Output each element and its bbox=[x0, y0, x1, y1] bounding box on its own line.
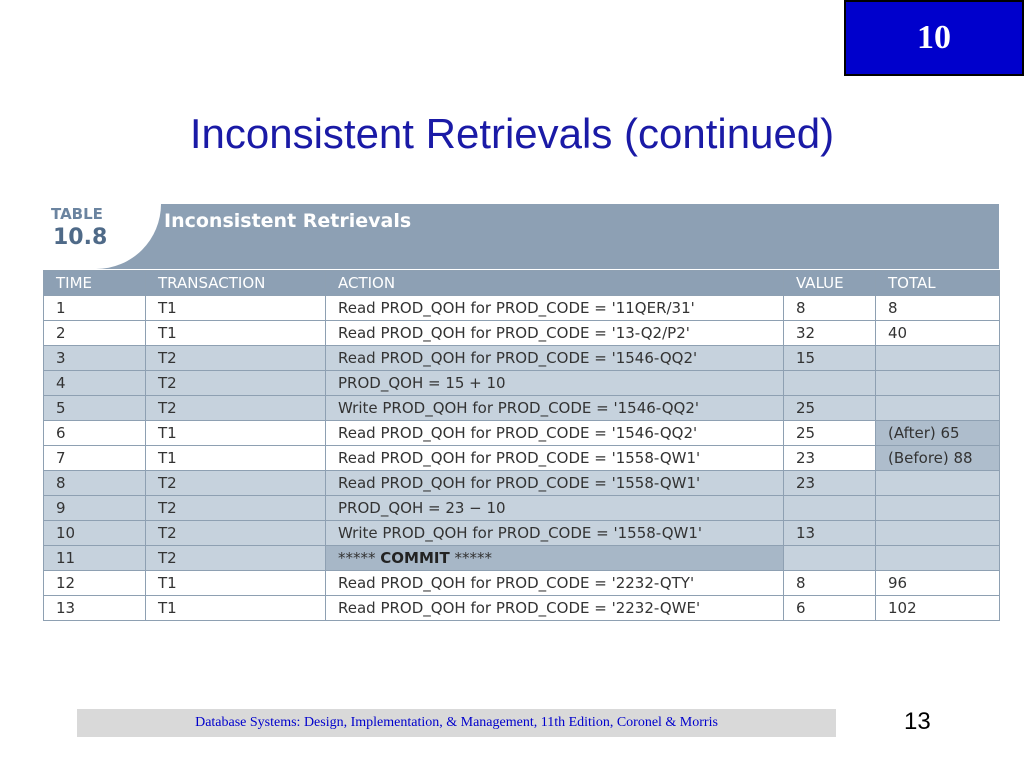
transaction-cell: T2 bbox=[146, 396, 326, 421]
slide-title: Inconsistent Retrievals (continued) bbox=[189, 110, 835, 157]
transaction-cell: T2 bbox=[146, 546, 326, 571]
action-cell: Read PROD_QOH for PROD_CODE = '2232-QTY' bbox=[326, 571, 784, 596]
column-header-time: TIME bbox=[44, 271, 146, 296]
transaction-cell: T2 bbox=[146, 371, 326, 396]
total-cell-highlighted: (Before) 88 bbox=[876, 446, 1000, 471]
time-cell: 3 bbox=[44, 346, 146, 371]
action-cell: PROD_QOH = 23 − 10 bbox=[326, 496, 784, 521]
total-cell: 40 bbox=[876, 321, 1000, 346]
time-cell: 13 bbox=[44, 596, 146, 621]
value-cell: 32 bbox=[784, 321, 876, 346]
table-row-commit bbox=[44, 546, 1000, 571]
table-figure bbox=[43, 204, 999, 624]
page-number: 13 bbox=[904, 708, 931, 735]
commit-prefix: ***** bbox=[338, 549, 376, 567]
action-cell-commit bbox=[326, 546, 784, 571]
time-cell: 6 bbox=[44, 421, 146, 446]
table-row bbox=[44, 571, 1000, 596]
column-header-transaction: TRANSACTION bbox=[146, 271, 326, 296]
table-row bbox=[44, 496, 1000, 521]
time-cell: 4 bbox=[44, 371, 146, 396]
time-cell: 10 bbox=[44, 521, 146, 546]
action-cell: Read PROD_QOH for PROD_CODE = '1558-QW1' bbox=[326, 471, 784, 496]
value-cell: 15 bbox=[784, 346, 876, 371]
table-row bbox=[44, 396, 1000, 421]
action-cell: Read PROD_QOH for PROD_CODE = '1558-QW1' bbox=[326, 446, 784, 471]
action-cell: Write PROD_QOH for PROD_CODE = '1558-QW1' bbox=[326, 521, 784, 546]
transaction-cell: T1 bbox=[146, 296, 326, 321]
value-cell bbox=[784, 371, 876, 396]
action-cell: Read PROD_QOH for PROD_CODE = '1546-QQ2' bbox=[326, 346, 784, 371]
commit-label: COMMIT bbox=[380, 549, 450, 567]
table-row bbox=[44, 596, 1000, 621]
time-cell: 11 bbox=[44, 546, 146, 571]
action-cell: Read PROD_QOH for PROD_CODE = '1546-QQ2' bbox=[326, 421, 784, 446]
total-cell bbox=[876, 371, 1000, 396]
commit-suffix: ***** bbox=[454, 549, 492, 567]
time-cell: 7 bbox=[44, 446, 146, 471]
action-cell: Read PROD_QOH for PROD_CODE = '11QER/31' bbox=[326, 296, 784, 321]
table-row bbox=[44, 296, 1000, 321]
transaction-cell: T1 bbox=[146, 321, 326, 346]
action-cell: Read PROD_QOH for PROD_CODE = '13-Q2/P2' bbox=[326, 321, 784, 346]
value-cell bbox=[784, 496, 876, 521]
total-cell bbox=[876, 396, 1000, 421]
value-cell: 25 bbox=[784, 396, 876, 421]
total-cell bbox=[876, 471, 1000, 496]
action-cell: Read PROD_QOH for PROD_CODE = '2232-QWE' bbox=[326, 596, 784, 621]
column-header-action: ACTION bbox=[326, 271, 784, 296]
value-cell bbox=[784, 546, 876, 571]
total-cell bbox=[876, 346, 1000, 371]
column-header-value: VALUE bbox=[784, 271, 876, 296]
total-cell bbox=[876, 546, 1000, 571]
total-cell: 8 bbox=[876, 296, 1000, 321]
time-cell: 5 bbox=[44, 396, 146, 421]
inconsistent-retrievals-table bbox=[43, 270, 1000, 621]
value-cell: 8 bbox=[784, 296, 876, 321]
value-cell: 23 bbox=[784, 471, 876, 496]
table-row bbox=[44, 471, 1000, 496]
table-row bbox=[44, 321, 1000, 346]
time-cell: 2 bbox=[44, 321, 146, 346]
time-cell: 8 bbox=[44, 471, 146, 496]
table-row bbox=[44, 346, 1000, 371]
transaction-cell: T2 bbox=[146, 346, 326, 371]
value-cell: 8 bbox=[784, 571, 876, 596]
table-caption: Inconsistent Retrievals bbox=[164, 210, 412, 232]
transaction-cell: T1 bbox=[146, 421, 326, 446]
transaction-cell: T2 bbox=[146, 496, 326, 521]
footer-citation: Database Systems: Design, Implementation, & Management, 11th Edition, Coronel & Morris bbox=[77, 709, 836, 737]
value-cell: 6 bbox=[784, 596, 876, 621]
value-cell: 25 bbox=[784, 421, 876, 446]
table-tab-number: 10.8 bbox=[53, 225, 108, 250]
time-cell: 12 bbox=[44, 571, 146, 596]
total-cell bbox=[876, 496, 1000, 521]
table-row bbox=[44, 421, 1000, 446]
table-row bbox=[44, 371, 1000, 396]
transaction-cell: T1 bbox=[146, 446, 326, 471]
transaction-cell: T2 bbox=[146, 521, 326, 546]
action-cell: Write PROD_QOH for PROD_CODE = '1546-QQ2' bbox=[326, 396, 784, 421]
column-header-total: TOTAL bbox=[876, 271, 1000, 296]
total-cell-highlighted: (After) 65 bbox=[876, 421, 1000, 446]
total-cell bbox=[876, 521, 1000, 546]
table-row bbox=[44, 521, 1000, 546]
transaction-cell: T1 bbox=[146, 596, 326, 621]
table-header-row bbox=[44, 271, 1000, 296]
transaction-cell: T2 bbox=[146, 471, 326, 496]
value-cell: 23 bbox=[784, 446, 876, 471]
transaction-cell: T1 bbox=[146, 571, 326, 596]
table-row bbox=[44, 446, 1000, 471]
table-tab-label: TABLE bbox=[51, 205, 103, 223]
value-cell: 13 bbox=[784, 521, 876, 546]
action-cell: PROD_QOH = 15 + 10 bbox=[326, 371, 784, 396]
time-cell: 9 bbox=[44, 496, 146, 521]
total-cell: 102 bbox=[876, 596, 1000, 621]
time-cell: 1 bbox=[44, 296, 146, 321]
total-cell: 96 bbox=[876, 571, 1000, 596]
chapter-number-badge: 10 bbox=[844, 0, 1024, 76]
